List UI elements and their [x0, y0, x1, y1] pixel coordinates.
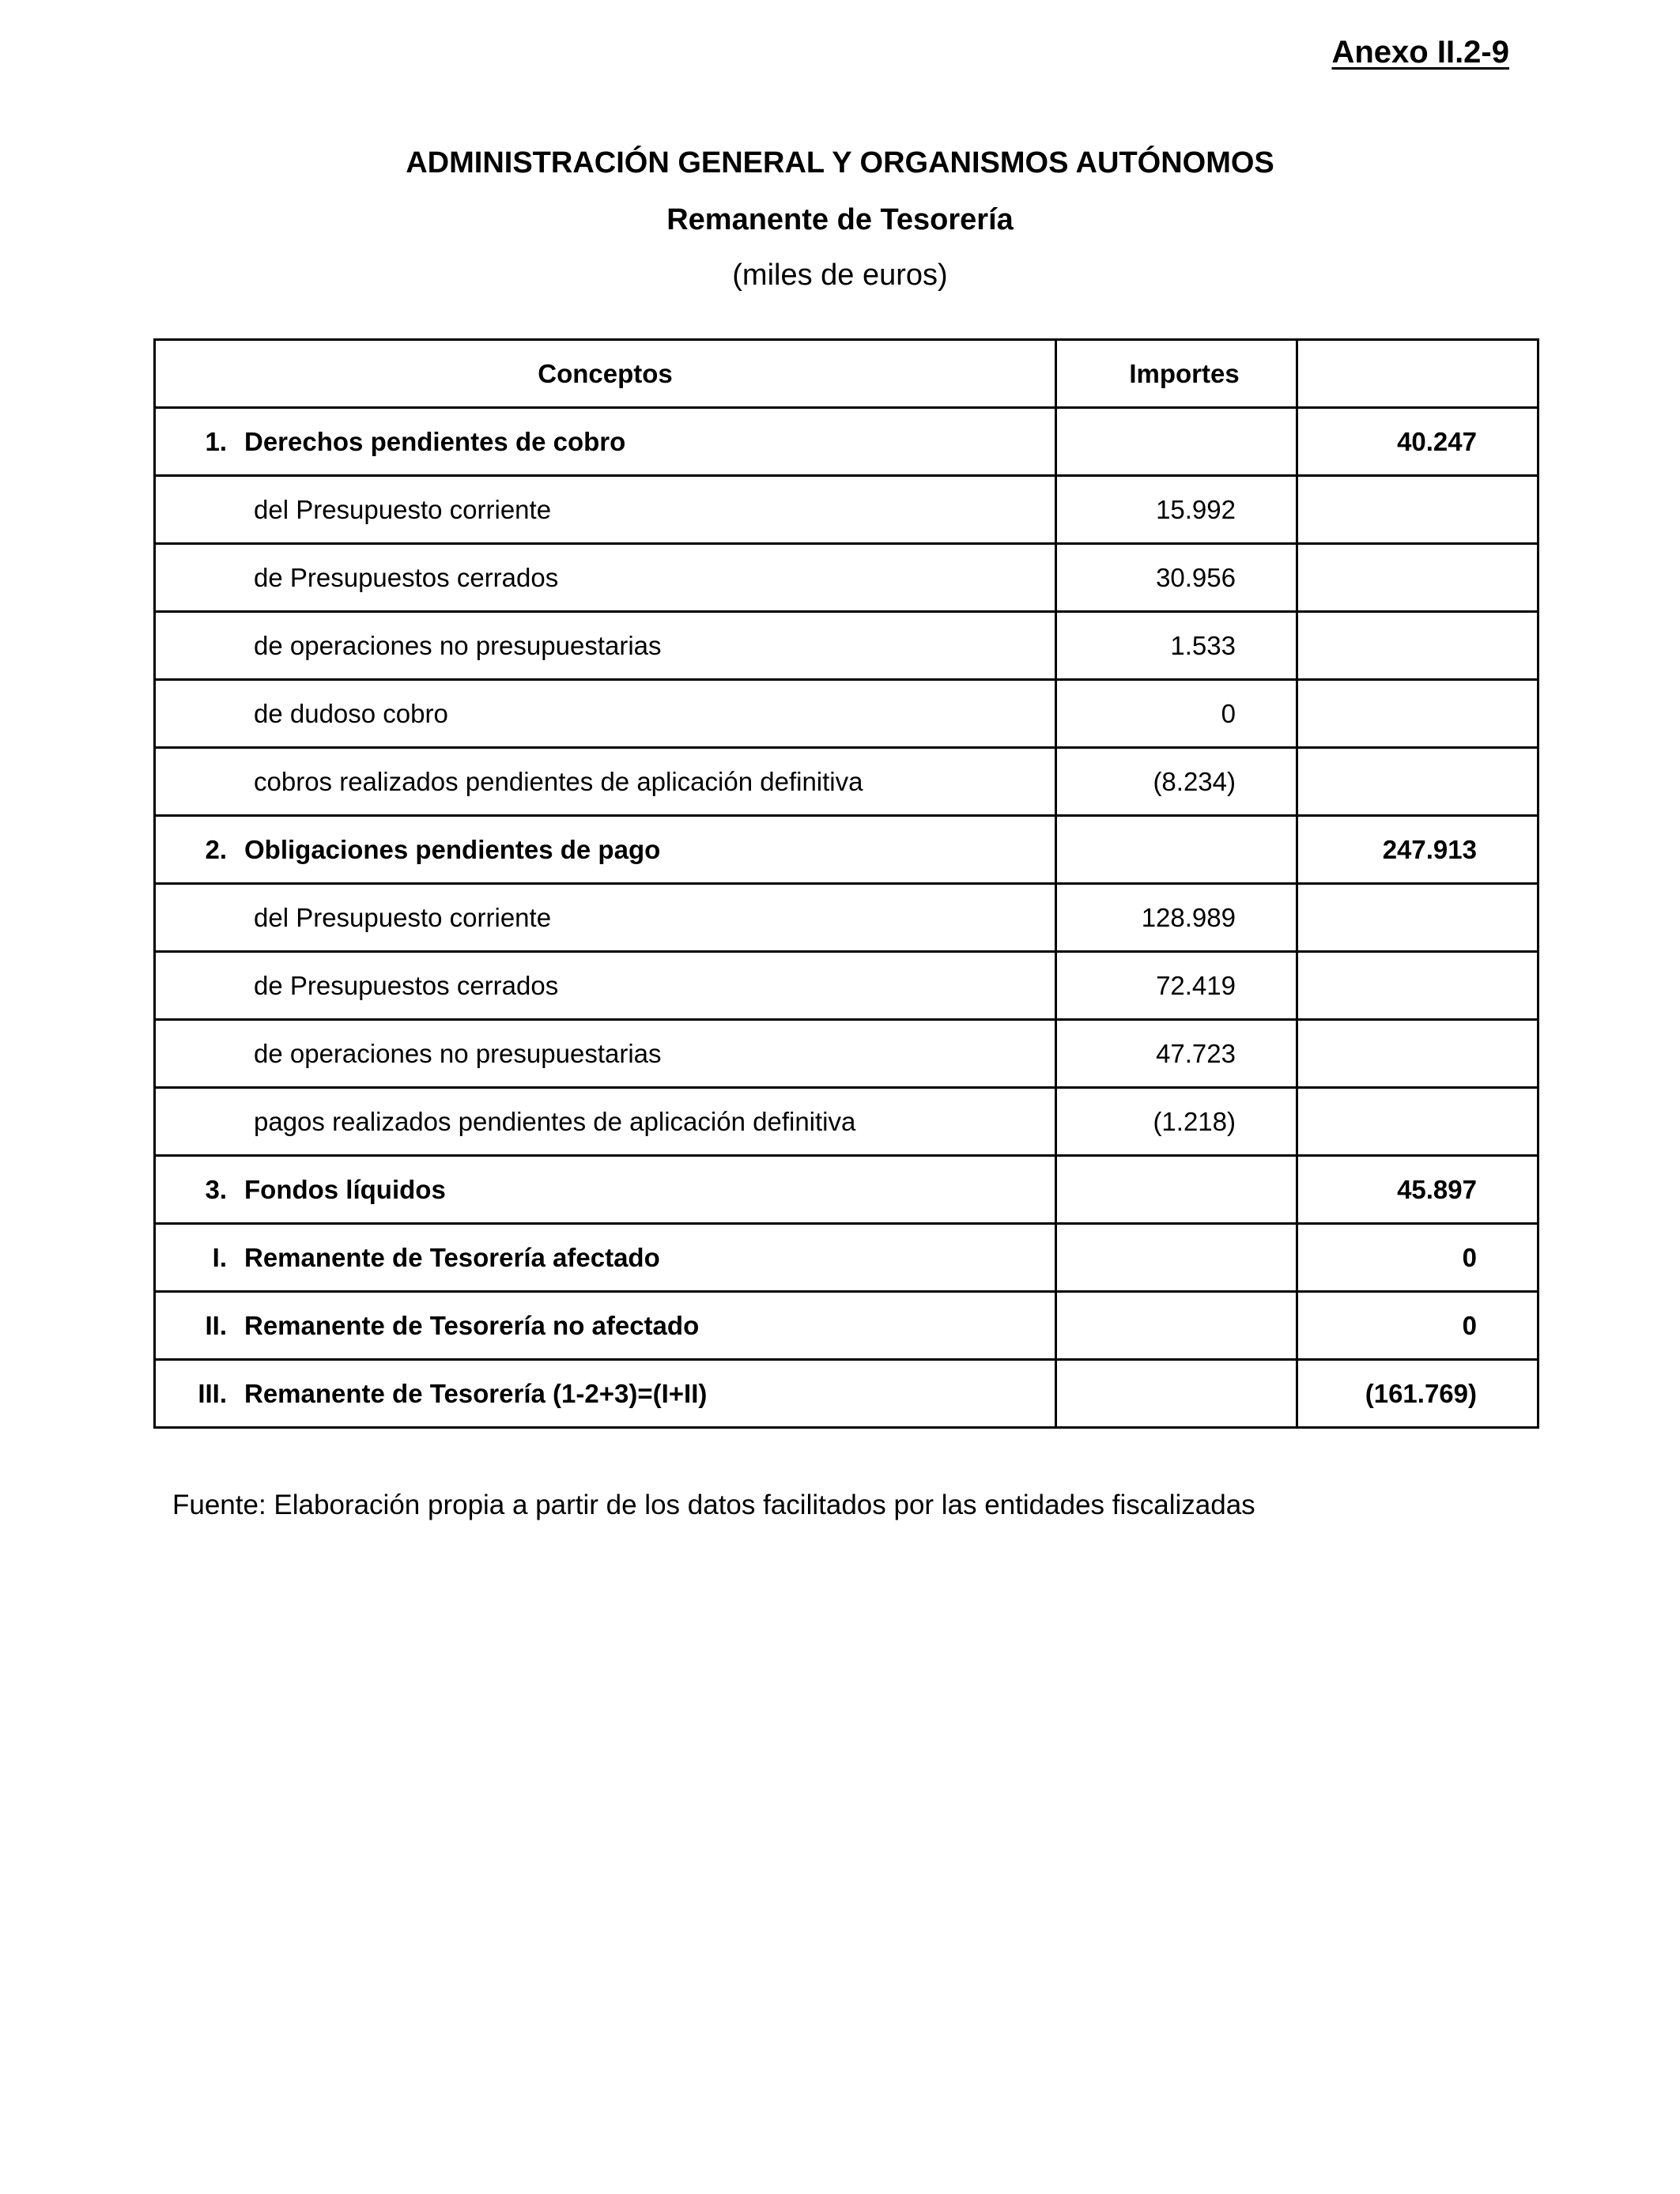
amount-cell: 128.989	[1056, 884, 1297, 952]
concept-cell	[155, 816, 1056, 884]
table-row	[155, 1088, 1538, 1156]
concept-cell	[155, 1292, 1056, 1360]
row-label: de operaciones no presupuestarias	[254, 1038, 662, 1068]
concept-cell	[155, 952, 1056, 1020]
table-row	[155, 476, 1538, 544]
header-amounts: Importes	[1056, 340, 1297, 408]
row-label: Remanente de Tesorería (1-2+3)=(I+II)	[244, 1378, 708, 1408]
row-label: pagos realizados pendientes de aplicación definitiva	[254, 1106, 856, 1136]
amount-cell: (1.218)	[1056, 1088, 1297, 1156]
concept-cell	[155, 612, 1056, 680]
table-row	[155, 1360, 1538, 1428]
concept-cell	[155, 748, 1056, 816]
row-number: III.	[198, 1378, 227, 1408]
table-row	[155, 1156, 1538, 1224]
units-note: (miles de euros)	[732, 259, 948, 292]
document-header	[0, 142, 1680, 296]
amount-cell: 15.992	[1056, 476, 1297, 544]
row-label: de operaciones no presupuestarias	[254, 630, 662, 660]
total-cell	[1297, 1088, 1538, 1156]
total-cell	[1297, 1020, 1538, 1088]
treasury-remainder-table	[153, 338, 1539, 1429]
total-cell: 0	[1297, 1224, 1538, 1292]
total-cell	[1297, 748, 1538, 816]
total-cell	[1297, 612, 1538, 680]
table-row	[155, 1292, 1538, 1360]
row-label: Fondos líquidos	[244, 1174, 446, 1204]
concept-cell	[155, 1360, 1056, 1428]
total-cell	[1297, 544, 1538, 612]
total-cell	[1297, 476, 1538, 544]
document-subtitle: Remanente de Tesorería	[666, 203, 1014, 236]
concept-cell	[155, 476, 1056, 544]
concept-cell	[155, 884, 1056, 952]
amount-cell: 0	[1056, 680, 1297, 748]
row-label: Derechos pendientes de cobro	[244, 426, 626, 456]
total-cell: (161.769)	[1297, 1360, 1538, 1428]
total-cell: 0	[1297, 1292, 1538, 1360]
table-row	[155, 408, 1538, 476]
table-row	[155, 612, 1538, 680]
amount-cell: 47.723	[1056, 1020, 1297, 1088]
row-label: Obligaciones pendientes de pago	[244, 834, 661, 864]
amount-cell: (8.234)	[1056, 748, 1297, 816]
row-number: I.	[212, 1242, 227, 1272]
row-label: del Presupuesto corriente	[254, 494, 552, 524]
amount-cell	[1056, 408, 1297, 476]
amount-cell	[1056, 1156, 1297, 1224]
concept-cell	[155, 408, 1056, 476]
row-label: Remanente de Tesorería no afectado	[244, 1310, 700, 1340]
amount-cell	[1056, 1224, 1297, 1292]
concept-cell	[155, 1088, 1056, 1156]
row-number: 3.	[205, 1174, 227, 1204]
concept-cell	[155, 1156, 1056, 1224]
amount-cell: 1.533	[1056, 612, 1297, 680]
concept-cell	[155, 1224, 1056, 1292]
row-number: 1.	[205, 426, 227, 456]
total-cell	[1297, 884, 1538, 952]
row-label: de Presupuestos cerrados	[254, 562, 559, 592]
row-label: del Presupuesto corriente	[254, 902, 552, 932]
table-row	[155, 544, 1538, 612]
total-cell: 40.247	[1297, 408, 1538, 476]
table-row	[155, 1224, 1538, 1292]
row-number: 2.	[205, 834, 227, 864]
table-row	[155, 952, 1538, 1020]
row-label: de Presupuestos cerrados	[254, 970, 559, 1000]
amount-cell: 72.419	[1056, 952, 1297, 1020]
total-cell: 247.913	[1297, 816, 1538, 884]
table-row	[155, 884, 1538, 952]
table-row	[155, 680, 1538, 748]
table-row	[155, 748, 1538, 816]
total-cell	[1297, 952, 1538, 1020]
amount-cell	[1056, 816, 1297, 884]
row-label: de dudoso cobro	[254, 698, 448, 728]
source-note: Fuente: Elaboración propia a partir de los datos facilitados por las entidades fiscalizadas	[172, 1490, 1255, 1520]
amount-cell	[1056, 1360, 1297, 1428]
header-concepts: Conceptos	[155, 340, 1056, 408]
table-row	[155, 1020, 1538, 1088]
table-header-row	[155, 340, 1538, 408]
document-title: ADMINISTRACIÓN GENERAL Y ORGANISMOS AUTÓNOMOS	[406, 146, 1274, 179]
row-number: II.	[205, 1310, 227, 1340]
row-label: cobros realizados pendientes de aplicación definitiva	[254, 766, 863, 796]
total-cell: 45.897	[1297, 1156, 1538, 1224]
table-row	[155, 816, 1538, 884]
concept-cell	[155, 1020, 1056, 1088]
total-cell	[1297, 680, 1538, 748]
annex-label: Anexo II.2-9	[1331, 35, 1509, 70]
amount-cell	[1056, 1292, 1297, 1360]
concept-cell	[155, 544, 1056, 612]
concept-cell	[155, 680, 1056, 748]
amount-cell: 30.956	[1056, 544, 1297, 612]
row-label: Remanente de Tesorería afectado	[244, 1242, 660, 1272]
header-totals	[1297, 340, 1538, 408]
